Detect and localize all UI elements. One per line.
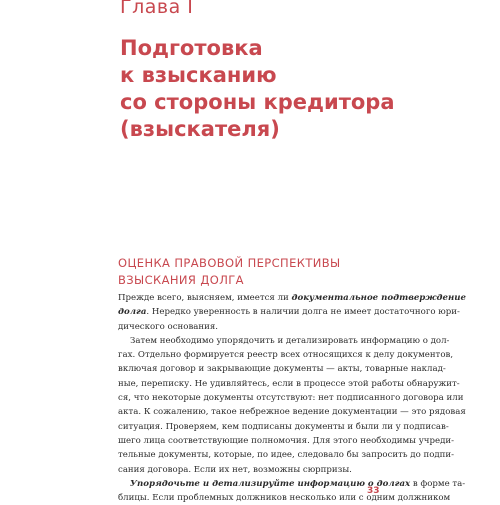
emphasis-text: Упорядочьте и детализируйте информацию о долгах	[130, 478, 411, 489]
body-line: шего лица соответствующие полномочия. Для этого необходимы учреди-	[118, 435, 454, 446]
body-line: тельные документы, которые, по идее, следовало бы запросить до подпи-	[118, 450, 455, 461]
body-line: сания договора. Если их нет, возможны сюрпризы.	[118, 464, 352, 475]
chapter-title-line: к взысканию	[120, 63, 277, 87]
emphasis-text: долга	[118, 307, 147, 318]
body-line: Упорядочьте и детализируйте информацию о долгах в форме та-	[130, 478, 466, 489]
body-line: Затем необходимо упорядочить и детализировать информацию о дол-	[130, 335, 450, 346]
section-heading-line: ВЗЫСКАНИЯ ДОЛГА	[118, 273, 244, 287]
body-line: ные, переписку. Не удивляйтесь, если в процессе этой работы обнаружит-	[118, 378, 460, 389]
section-heading-line: ОЦЕНКА ПРАВОВОЙ ПЕРСПЕКТИВЫ	[118, 256, 341, 270]
body-line: Прежде всего, выясняем, имеется ли документальное подтверждение	[118, 293, 466, 303]
chapter-label: Глава I	[120, 0, 194, 18]
body-line: включая договор и закрывающие документы — акты, товарные наклад-	[118, 364, 446, 375]
body-line: дического основания.	[118, 321, 219, 332]
chapter-title-line: со стороны кредитора	[120, 90, 395, 114]
body-text	[118, 291, 466, 505]
chapter-title-line: (взыскателя)	[120, 117, 280, 141]
body-line: блицы. Если проблемных должников несколько или с одним должником	[118, 493, 451, 504]
body-line: ся, что некоторые документы отсутствуют: нет подписанного договора или	[118, 393, 464, 404]
body-line: акта. К сожалению, такое небрежное ведение документации — это рядовая	[118, 407, 466, 418]
body-line: гах. Отдельно формируется реестр всех относящихся к делу документов,	[118, 350, 454, 361]
body-line: ситуация. Проверяем, кем подписаны документы и были ли у подписав-	[118, 421, 449, 432]
section-heading	[118, 255, 478, 289]
emphasis-text: документальное подтверждение	[291, 293, 466, 303]
chapter-title-line: Подготовка	[120, 36, 263, 60]
body-line: долга. Нередко уверенность в наличии долга не имеет достаточного юри-	[118, 307, 460, 318]
chapter-title	[120, 35, 480, 143]
page-number: 33	[367, 486, 380, 496]
